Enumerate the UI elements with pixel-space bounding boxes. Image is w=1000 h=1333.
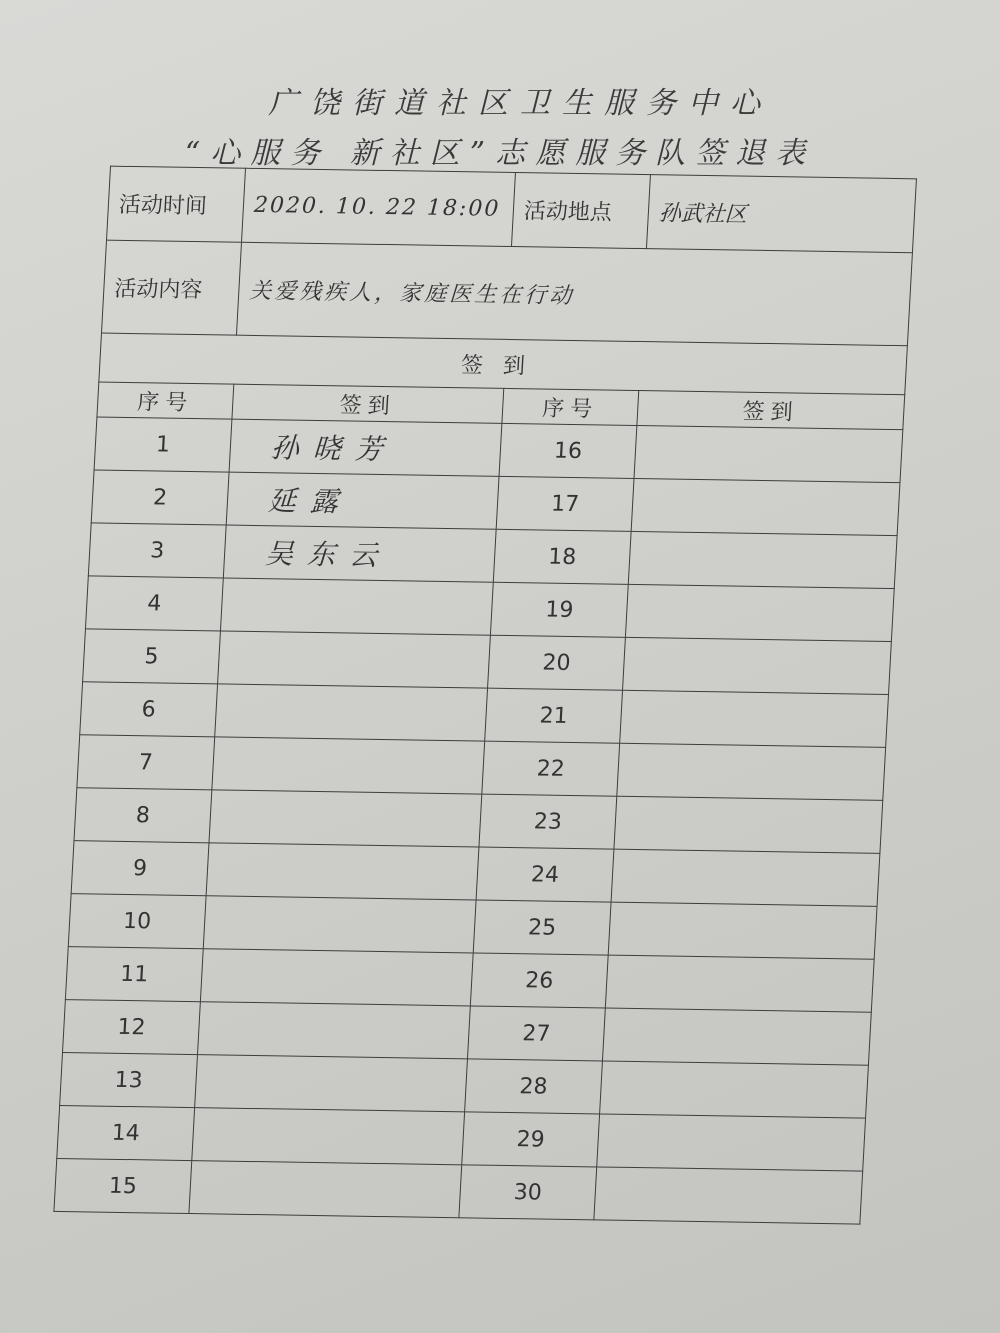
- form-title: 广饶街道社区卫生服务中心: [268, 86, 772, 121]
- table-row: [54, 1158, 863, 1224]
- row-number-left: 7: [77, 735, 215, 790]
- row-number-left: 3: [88, 523, 226, 578]
- row-number-left: 13: [60, 1053, 198, 1108]
- col-header-no-right: 序号: [502, 388, 639, 425]
- time-label: 活动时间: [107, 166, 246, 242]
- signature-cell-right: [631, 478, 900, 535]
- row-number-right: 21: [485, 688, 623, 743]
- row-number-right: 16: [499, 423, 637, 478]
- signature-cell-right: [602, 1008, 871, 1065]
- signature-cell-right: [620, 690, 889, 747]
- signature-cell-right: [634, 425, 903, 482]
- signature-cell-left: [220, 578, 493, 635]
- signature-cell-left: [206, 843, 479, 900]
- signature-cell-left: 延露: [226, 472, 499, 529]
- form-table: [53, 166, 917, 1225]
- signature-cell-left: [209, 790, 482, 847]
- signature-cell-right: [617, 743, 886, 800]
- form-subtitle: “心服务 新社区”志愿服务队签退表: [184, 136, 816, 171]
- row-number-left: 2: [91, 470, 229, 525]
- signature-cell-right: [608, 902, 877, 959]
- row-number-left: 8: [74, 788, 212, 843]
- signin-banner: 签到: [99, 333, 908, 395]
- signature-cell-right: [628, 531, 897, 588]
- signature-cell-left: [198, 1002, 471, 1059]
- signature-cell-right: [597, 1114, 866, 1171]
- row-number-left: 1: [94, 417, 232, 472]
- place-value: 孙武社区: [646, 175, 916, 253]
- row-number-right: 20: [488, 635, 626, 690]
- row-number-right: 27: [467, 1006, 605, 1061]
- signin-form: [54, 166, 916, 1208]
- signature-cell-right: [614, 796, 883, 853]
- signature-cell-left: [212, 737, 485, 794]
- row-number-left: 6: [80, 682, 218, 737]
- signature-cell-right: [594, 1167, 863, 1224]
- time-place-row: [107, 166, 917, 253]
- row-number-right: 26: [470, 953, 608, 1008]
- row-number-left: 9: [71, 841, 209, 896]
- signin-rows: [54, 417, 903, 1224]
- signature-cell-right: [623, 637, 892, 694]
- place-label: 活动地点: [511, 173, 650, 249]
- signature-cell-left: [189, 1161, 462, 1218]
- row-number-right: 30: [459, 1165, 597, 1220]
- signature-cell-right: [605, 955, 874, 1012]
- time-value: 2020. 10. 22 18:00: [242, 168, 516, 246]
- signature-cell-left: [200, 949, 473, 1006]
- row-number-right: 29: [462, 1112, 600, 1167]
- row-number-right: 17: [496, 476, 634, 531]
- signature-cell-left: [192, 1108, 465, 1165]
- row-number-left: 14: [57, 1105, 195, 1160]
- col-header-no-left: 序号: [97, 382, 234, 419]
- row-number-right: 25: [473, 900, 611, 955]
- row-number-right: 18: [493, 529, 631, 584]
- content-row: [101, 240, 912, 346]
- content-value: 关爱残疾人，家庭医生在行动: [236, 242, 912, 345]
- row-number-right: 23: [479, 794, 617, 849]
- signature-cell-right: [625, 584, 894, 641]
- row-number-right: 24: [476, 847, 614, 902]
- signature-cell-left: 孙晓芳: [229, 419, 502, 476]
- row-number-left: 4: [85, 576, 223, 631]
- signature-cell-left: [218, 631, 491, 688]
- content-label: 活动内容: [101, 240, 241, 335]
- row-number-left: 15: [54, 1158, 192, 1213]
- col-header-sign-right: 签到: [637, 391, 905, 430]
- row-number-left: 10: [68, 894, 206, 949]
- row-number-left: 12: [63, 1000, 201, 1055]
- col-header-sign-left: 签到: [232, 384, 504, 423]
- signature-cell-left: 吴东云: [223, 525, 496, 582]
- signature-cell-left: [195, 1055, 468, 1112]
- signature-cell-right: [600, 1061, 869, 1118]
- signature-cell-right: [611, 849, 880, 906]
- row-number-right: 19: [490, 582, 628, 637]
- signature-cell-left: [203, 896, 476, 953]
- signature-cell-left: [215, 684, 488, 741]
- row-number-right: 22: [482, 741, 620, 796]
- row-number-right: 28: [465, 1059, 603, 1114]
- row-number-left: 5: [83, 629, 221, 684]
- row-number-left: 11: [65, 947, 203, 1002]
